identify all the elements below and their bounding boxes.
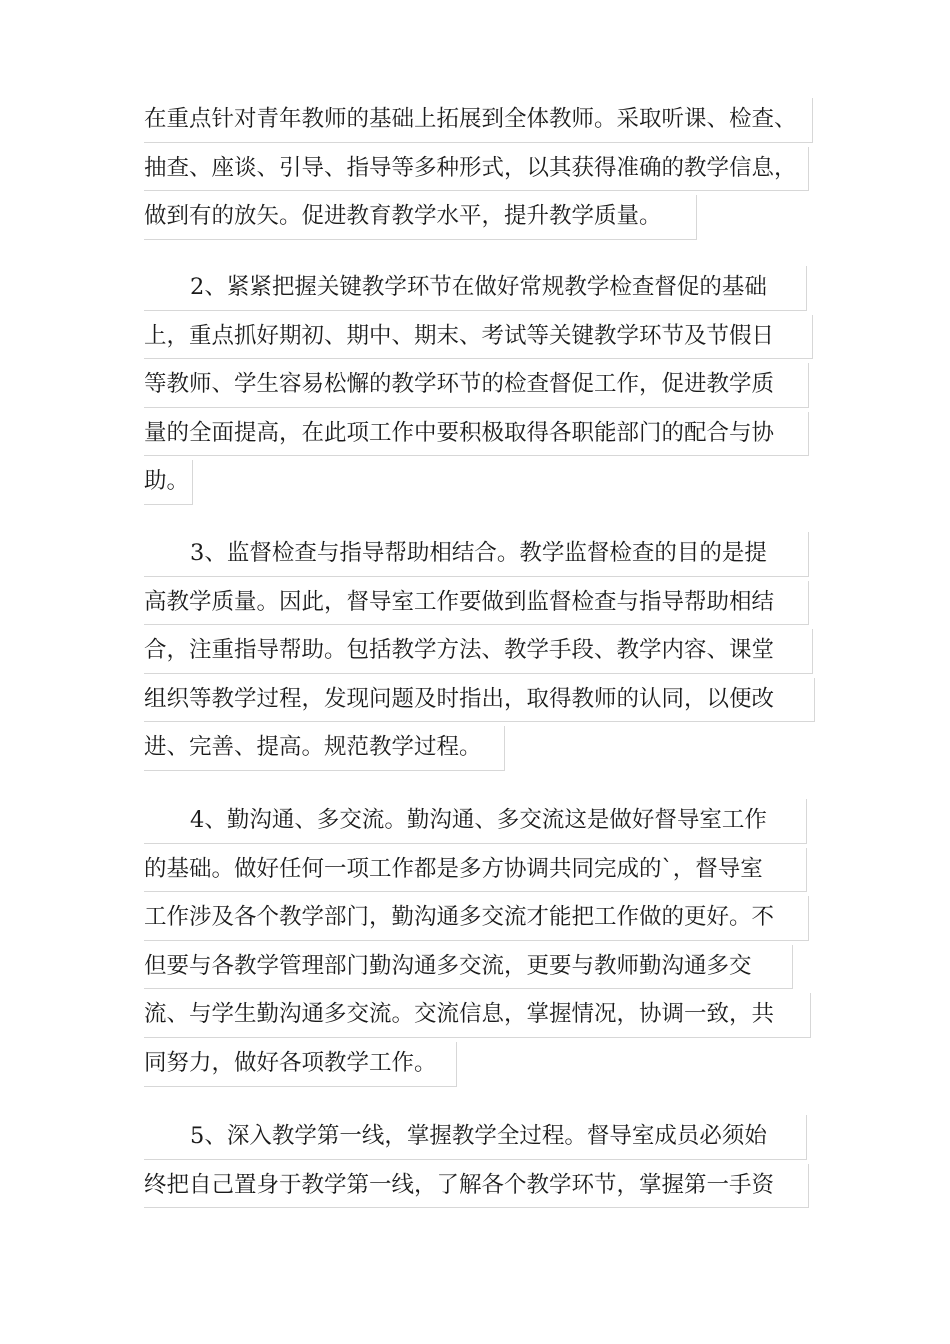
- text-line: 做到有的放矢。促进教育教学水平，提升教学质量。: [144, 193, 824, 242]
- text-line: 量的全面提高，在此项工作中要积极取得各职能部门的配合与协: [144, 410, 824, 459]
- paragraph-3: [144, 530, 824, 773]
- text-line: 4、勤沟通、多交流。勤沟通、多交流这是做好督导室工作: [144, 797, 824, 846]
- text-line: 上，重点抓好期初、期中、期末、考试等关键教学环节及节假日: [144, 313, 824, 362]
- text-line: 的基础。做好任何一项工作都是多方协调共同完成的`，督导室: [144, 846, 824, 895]
- text-line: 工作涉及各个教学部门，勤沟通多交流才能把工作做的更好。不: [144, 894, 824, 943]
- text-line: 高教学质量。因此，督导室工作要做到监督检查与指导帮助相结: [144, 579, 824, 628]
- paragraph-1: [144, 96, 824, 242]
- text-line: 组织等教学过程，发现问题及时指出，取得教师的认同，以便改: [144, 676, 824, 725]
- paragraph-2: [144, 264, 824, 507]
- text-line: 3、监督检查与指导帮助相结合。教学监督检查的目的是提: [144, 530, 824, 579]
- text-line: 流、与学生勤沟通多交流。交流信息，掌握情况，协调一致，共: [144, 991, 824, 1040]
- text-line: 在重点针对青年教师的基础上拓展到全体教师。采取听课、检查、: [144, 96, 824, 145]
- text-line: 但要与各教学管理部门勤沟通多交流，更要与教师勤沟通多交: [144, 943, 824, 992]
- text-line: 合，注重指导帮助。包括教学方法、教学手段、教学内容、课堂: [144, 627, 824, 676]
- text-line: 进、完善、提高。规范教学过程。: [144, 724, 824, 773]
- text-line: 终把自己置身于教学第一线，了解各个教学环节，掌握第一手资: [144, 1162, 824, 1211]
- paragraph-4: [144, 797, 824, 1089]
- text-line: 抽查、座谈、引导、指导等多种形式，以其获得准确的教学信息，: [144, 145, 824, 194]
- text-line: 2、紧紧把握关键教学环节在做好常规教学检查督促的基础: [144, 264, 824, 313]
- text-line: 同努力，做好各项教学工作。: [144, 1040, 824, 1089]
- paragraph-5: [144, 1113, 824, 1210]
- text-line: 助。: [144, 458, 824, 507]
- text-line: 等教师、学生容易松懈的教学环节的检查督促工作，促进教学质: [144, 361, 824, 410]
- text-line: 5、深入教学第一线，掌握教学全过程。督导室成员必须始: [144, 1113, 824, 1162]
